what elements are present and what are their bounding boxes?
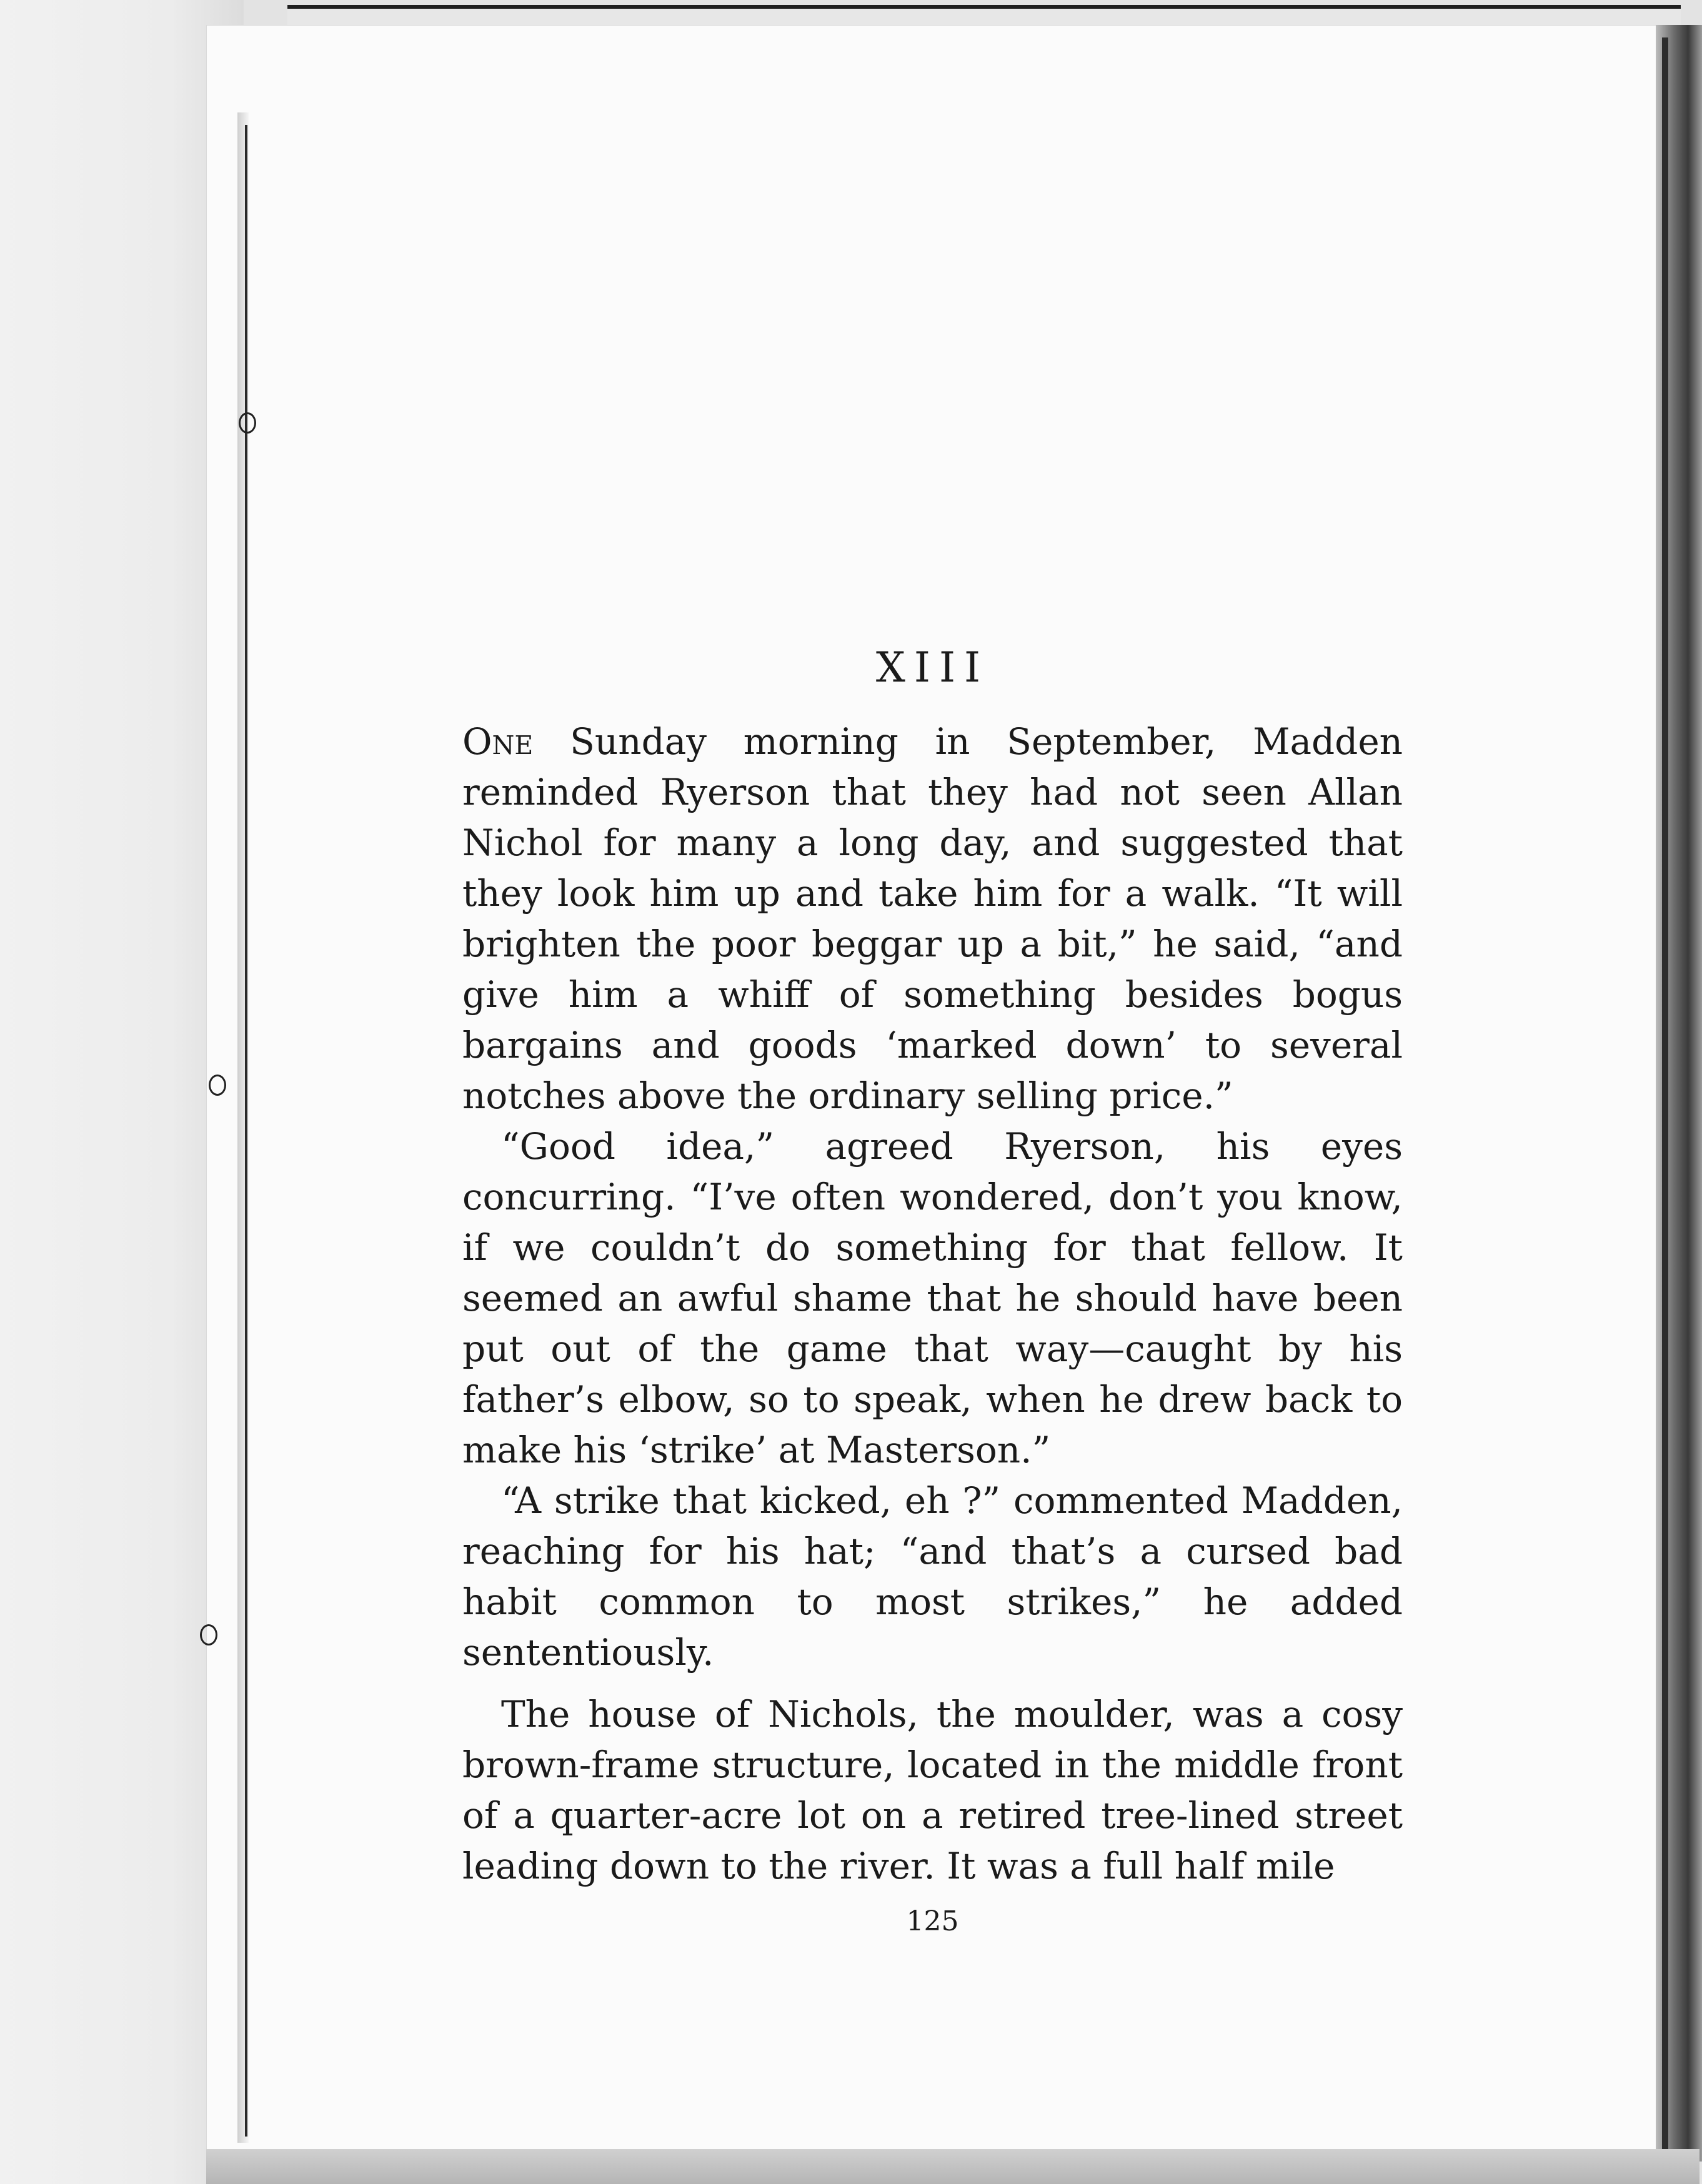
paragraph: [462, 717, 1403, 1121]
binding-stitch: [200, 1624, 217, 1645]
paragraph-text: Sunday morning in September, Madden reminded Ryerson that they had not seen Allan Nichol for many a long day, and suggested that they look him up and take him for a walk. “It will brighten the poor beggar up a bit,” he said, “and give him a whiff of something besides bogus bargains and goods ‘marked down’ to several notches above the ordinary selling price.”: [462, 720, 1403, 1117]
page-text: [462, 643, 1403, 1937]
paragraph: [462, 1689, 1403, 1892]
paragraph-lead-word: One: [462, 720, 534, 763]
paragraph-text: “A strike that kicked, eh ?” commented Madden, reaching for his hat; “and that’s a cursed bad habit common to most strikes,” he added sententiously.: [462, 1479, 1403, 1674]
book-fore-edge-line: [1662, 37, 1668, 2149]
paragraph: [462, 1476, 1403, 1678]
page-number: 125: [906, 1905, 959, 1937]
book-bottom-edge: [206, 2149, 1700, 2184]
paragraph-text: “Good idea,” agreed Ryerson, his eyes concurring. “I’ve often wondered, don’t you know, if we couldn’t do something for that fellow. It seemed an awful shame that he should have been put out of the game that way—caught by his father’s elbow, so to speak, when he drew back to make his ‘strike’ at Masterson.”: [462, 1125, 1403, 1471]
paragraph-text: The house of Nichols, the moulder, was a cosy brown-frame structure, located in the middle front of a quarter-acre lot on a retired tree-lined street leading down to the river. It was a full half mile: [462, 1693, 1403, 1887]
chapter-heading: XIII: [875, 643, 990, 692]
binding-stitch: [209, 1075, 226, 1096]
paragraph: [462, 1121, 1403, 1476]
binding-stitch: [239, 412, 256, 434]
